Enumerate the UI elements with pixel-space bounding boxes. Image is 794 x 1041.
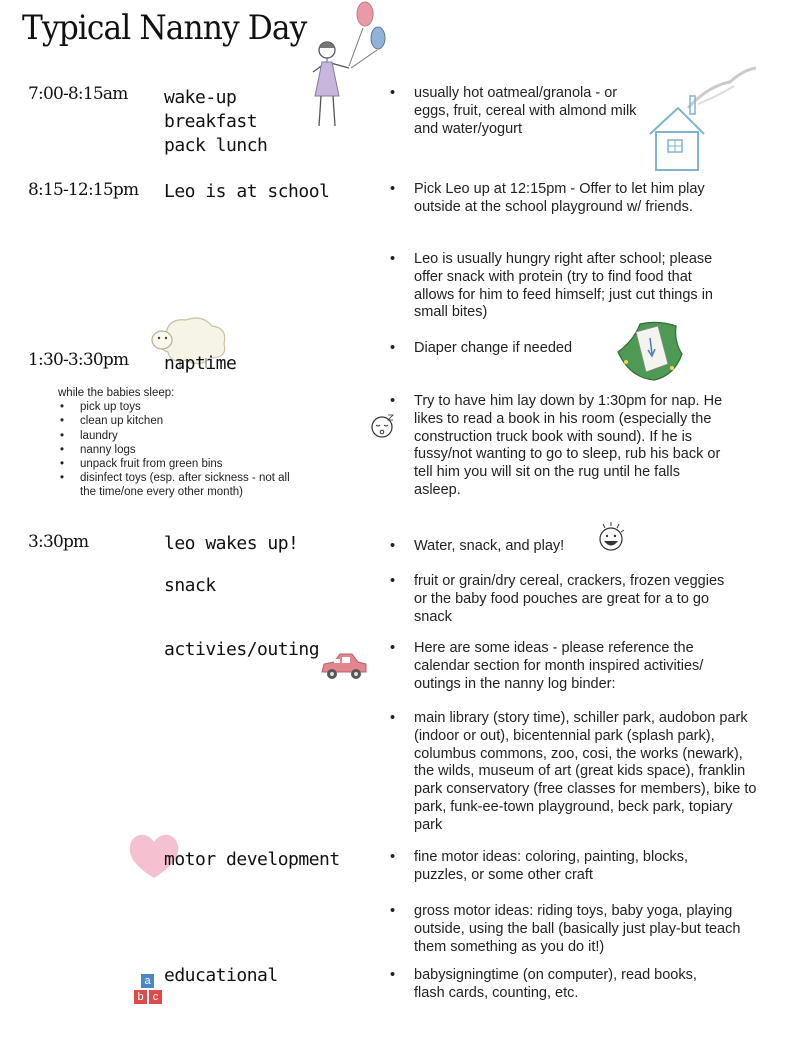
nap-task-list bbox=[58, 400, 308, 499]
list-item: • laundry bbox=[58, 429, 308, 443]
time-morning: 7:00-8:15am bbox=[28, 84, 128, 104]
activity-snack: snack bbox=[164, 575, 216, 596]
block-b: b bbox=[134, 990, 147, 1004]
activity-wake-up: wake-up bbox=[164, 87, 237, 108]
note-nap: • Try to have him lay down by 1:30pm for nap. He likes to read a book in his room (especially the construction truck book with sound). If he is fussy/not wanting to go to sleep, rub his back or tell him you will sit on the rug until he falls asleep. bbox=[390, 393, 723, 498]
note-diaper: • Diaper change if needed bbox=[390, 340, 573, 356]
note-pickup: • Pick Leo up at 12:15pm - Offer to let him play outside at the school playground w/ friends. bbox=[390, 181, 705, 215]
nap-tasks-heading: while the babies sleep: bbox=[58, 387, 175, 399]
activity-naptime: naptime bbox=[164, 353, 237, 374]
time-wake: 3:30pm bbox=[28, 532, 89, 552]
list-item: • unpack fruit from green bins bbox=[58, 457, 308, 471]
note-places: • main library (story time), schiller park, audobon park (indoor or out), bicentennial park (splash park), columbus commons, zoo, cosi, the works (newark), the wilds, museum of art (great kids space), franklin park conservatory (free classes for members), bike to park, funk-ee-town playground, beck park, topiary park bbox=[390, 710, 757, 833]
activity-outing: activies/outing bbox=[164, 639, 320, 660]
block-c: c bbox=[149, 990, 162, 1004]
note-educational: • babysigningtime (on computer), read books, flash cards, counting, etc. bbox=[390, 967, 697, 1001]
nap-tasks bbox=[58, 386, 308, 500]
note-gross-motor: • gross motor ideas: riding toys, baby yoga, playing outside, using the ball (basically just play-but teach them something as you do it!) bbox=[390, 903, 741, 955]
note-fine-motor: • fine motor ideas: coloring, painting, blocks, puzzles, or some other craft bbox=[390, 849, 689, 883]
note-outing-ideas: • Here are some ideas - please reference the calendar section for month inspired activities/ outings in the nanny log binder: bbox=[390, 640, 704, 692]
block-a: a bbox=[141, 974, 154, 988]
activity-school: Leo is at school bbox=[164, 181, 330, 202]
time-school: 8:15-12:15pm bbox=[28, 180, 139, 200]
time-nap: 1:30-3:30pm bbox=[28, 350, 129, 370]
list-item: • clean up kitchen bbox=[58, 414, 308, 428]
activity-wakes-up: leo wakes up! bbox=[164, 533, 299, 554]
list-item: • pick up toys bbox=[58, 400, 308, 414]
activity-motor-development: motor development bbox=[164, 849, 340, 870]
girl-with-balloons-icon bbox=[305, 0, 395, 130]
house-icon bbox=[648, 56, 758, 176]
list-item: • nanny logs bbox=[58, 443, 308, 457]
page-title: Typical Nanny Day bbox=[22, 8, 307, 48]
happy-face-icon bbox=[594, 520, 630, 554]
activity-breakfast: breakfast bbox=[164, 111, 258, 132]
car-icon bbox=[320, 652, 368, 682]
note-snack-protein: • Leo is usually hungry right after school; please offer snack with protein (try to find food that allows for him to feed himself; just cut things in small bites) bbox=[390, 251, 713, 321]
activity-educational: educational bbox=[164, 965, 278, 986]
note-breakfast: • usually hot oatmeal/granola - or eggs, fruit, cereal with almond milk and water/yogurt bbox=[390, 85, 637, 137]
list-item: • disinfect toys (esp. after sickness - not all the time/one every other month) bbox=[58, 471, 308, 499]
diaper-icon bbox=[614, 318, 686, 384]
activity-pack-lunch: pack lunch bbox=[164, 135, 268, 156]
note-water-snack: • Water, snack, and play! bbox=[390, 538, 565, 554]
abc-blocks-icon bbox=[134, 974, 164, 1006]
note-snack-ideas: • fruit or grain/dry cereal, crackers, frozen veggies or the baby food pouches are great for a to go snack bbox=[390, 573, 725, 625]
